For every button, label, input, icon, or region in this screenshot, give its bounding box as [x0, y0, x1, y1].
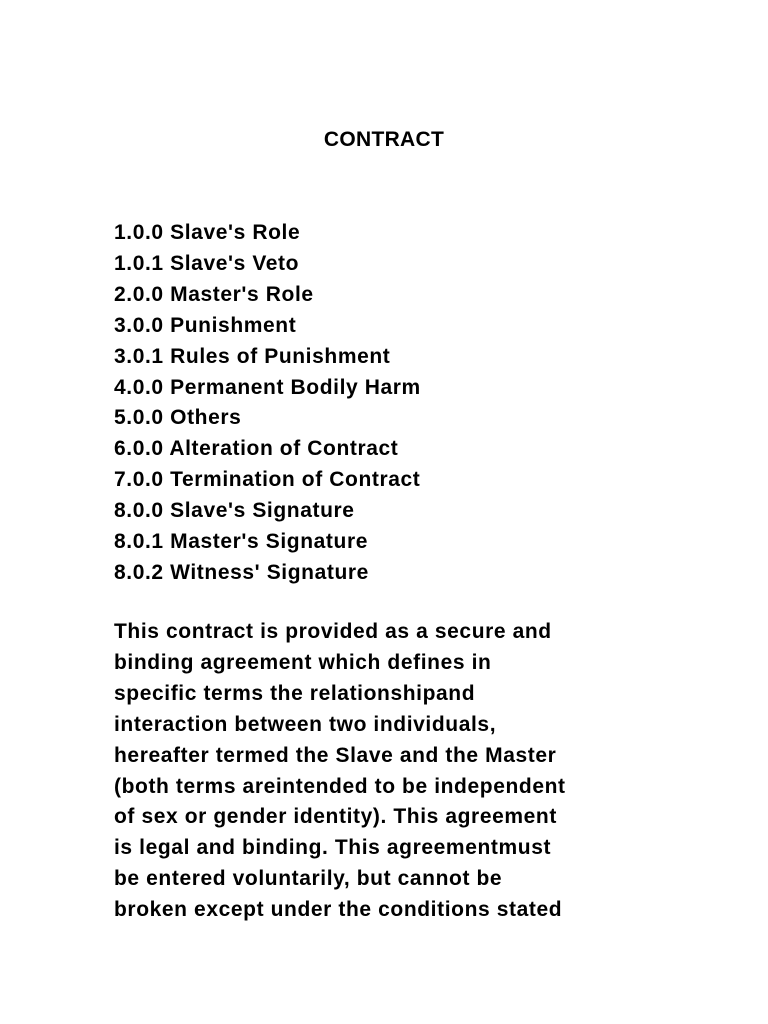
toc-item: 3.0.0 Punishment [114, 313, 297, 337]
intro-line: (both terms areintended to be independent [114, 774, 566, 798]
intro-line: binding agreement which defines in [114, 650, 492, 674]
toc-item: 6.0.0 Alteration of Contract [114, 437, 399, 461]
intro-line: be entered voluntarily, but cannot be [114, 867, 503, 891]
table-of-contents [114, 218, 421, 589]
toc-item: 1.0.0 Slave's Role [114, 221, 301, 244]
document-title: CONTRACT [323, 128, 445, 151]
intro-line: broken except under the conditions stated [114, 898, 563, 922]
toc-item: 8.0.1 Master's Signature [114, 530, 368, 554]
toc-item: 2.0.0 Master's Role [114, 282, 314, 306]
toc-item: 4.0.0 Permanent Bodily Harm [114, 375, 421, 399]
toc-item: 8.0.2 Witness' Signature [114, 560, 369, 584]
intro-line: interaction between two individuals, [114, 712, 497, 736]
toc-item: 7.0.0 Termination of Contract [114, 468, 421, 492]
intro-line: hereafter termed the Slave and the Master [114, 743, 557, 767]
intro-line: This contract is provided as a secure and [114, 620, 552, 643]
toc-item: 3.0.1 Rules of Punishment [114, 344, 391, 368]
toc-item: 8.0.0 Slave's Signature [114, 499, 355, 523]
intro-line: specific terms the relationshipand [114, 681, 476, 705]
intro-line: is legal and binding. This agreementmust [114, 836, 552, 860]
intro-paragraph [114, 617, 674, 926]
toc-item: 1.0.1 Slave's Veto [114, 251, 300, 275]
intro-line: of sex or gender identity). This agreement [114, 805, 557, 829]
toc-item: 5.0.0 Others [114, 406, 242, 430]
